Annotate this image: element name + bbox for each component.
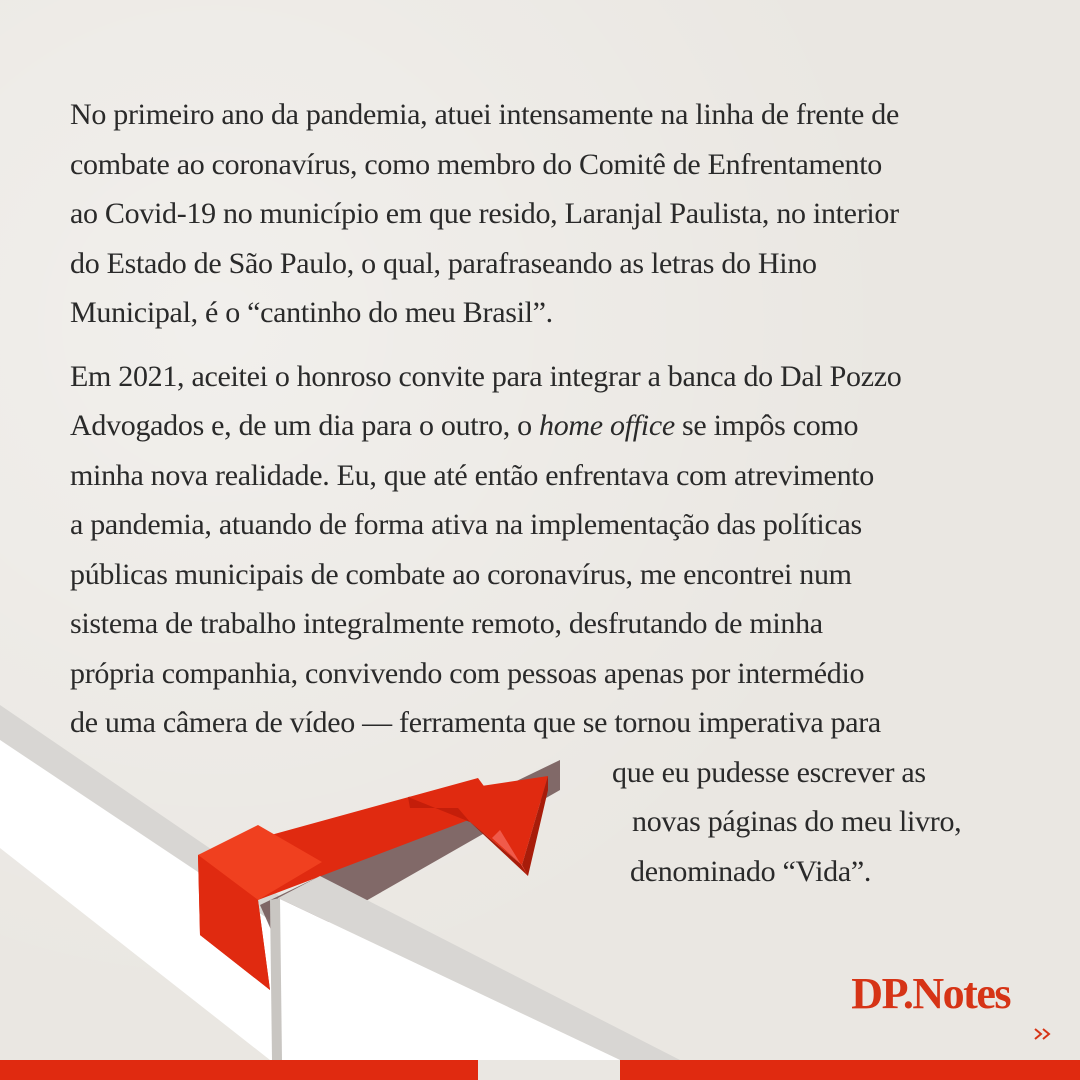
- body-text: [70, 90, 1030, 896]
- double-chevron-right-icon[interactable]: [1032, 1023, 1054, 1045]
- text-line: própria companhia, convivendo com pessoas apenas por intermédio: [70, 656, 865, 690]
- text-line: denominado “Vida”.: [630, 854, 872, 888]
- text-line: [70, 401, 1030, 451]
- bottom-red-bar-right: [620, 1060, 1080, 1080]
- text-line: combate ao coronavírus, como membro do Comitê de Enfrentamento: [70, 147, 882, 181]
- text-line: do Estado de São Paulo, o qual, parafraseando as letras do Hino: [70, 246, 817, 280]
- text-line: minha nova realidade. Eu, que até então enfrentava com atrevimento: [70, 458, 874, 492]
- text-line: novas páginas do meu livro,: [632, 805, 962, 838]
- text-line: a pandemia, atuando de forma ativa na implementação das políticas: [70, 508, 862, 541]
- italic-term: home office: [539, 409, 675, 442]
- paragraph-1: [70, 90, 1030, 338]
- text-line: de uma câmera de vídeo — ferramenta que se tornou imperativa para: [70, 706, 881, 739]
- text-line: Municipal, é o “cantinho do meu Brasil”.: [70, 296, 553, 329]
- text-line: No primeiro ano da pandemia, atuei intensamente na linha de frente de: [70, 98, 899, 131]
- text-line: sistema de trabalho integralmente remoto, desfrutando de minha: [70, 607, 823, 640]
- text-line: que eu pudesse escrever as: [612, 755, 926, 789]
- dp-notes-logo: DP.Notes: [851, 969, 1010, 1018]
- bottom-red-bar-left: [0, 1060, 478, 1080]
- text-line: públicas municipais de combate ao coronavírus, me encontrei num: [70, 557, 852, 591]
- text-line: ao Covid-19 no município em que resido, Laranjal Paulista, no interior: [70, 197, 899, 230]
- paragraph-2: [70, 352, 1030, 897]
- overpass-edge: [270, 898, 282, 1060]
- text-segment: se impôs como: [674, 409, 859, 442]
- text-segment: Advogados e, de um dia para o outro, o: [70, 409, 540, 442]
- text-line: Em 2021, aceitei o honroso convite para integrar a banca do Dal Pozzo: [70, 359, 902, 393]
